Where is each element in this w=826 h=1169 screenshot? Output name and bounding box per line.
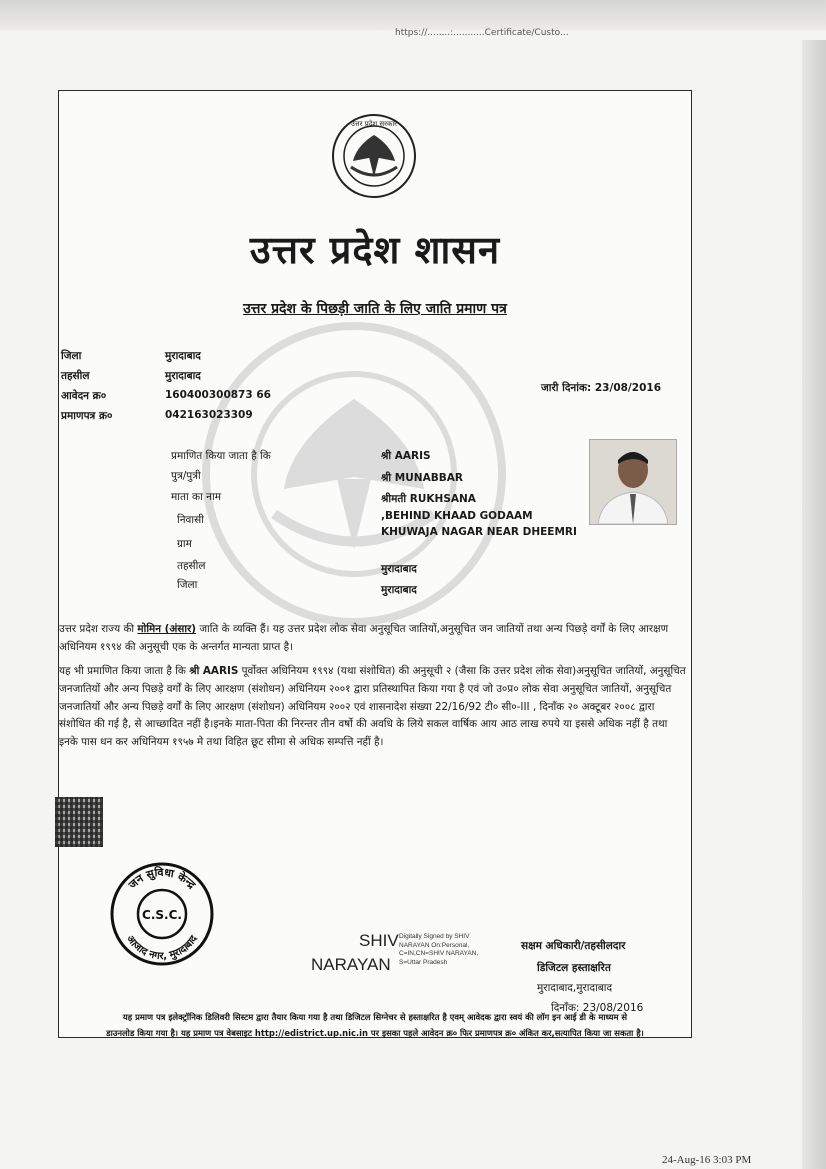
person-tehsil-label: तहसील xyxy=(177,560,206,572)
seal-bottom-text: आजाद नगर, मुरादाबाद xyxy=(124,933,200,963)
tehsil-label: तहसील xyxy=(61,370,90,382)
browser-url-fragment: https://........:...........Certificate/Custo... xyxy=(395,28,569,38)
page-title: उत्तर प्रदेश शासन xyxy=(249,228,501,272)
mother-name: श्रीमती RUKHSANA xyxy=(381,493,476,505)
address-line-1: ,BEHIND KHAAD GODAAM xyxy=(381,510,533,522)
person-name: श्री AARIS xyxy=(381,450,431,462)
father-name: श्री MUNABBAR xyxy=(381,472,463,484)
emblem-text: उत्तर प्रदेश सरकार xyxy=(350,120,398,128)
csc-seal-stamp xyxy=(109,861,215,967)
signature-name-line2: NARAYAN xyxy=(311,955,391,974)
certification-paragraph-intro: यह भी प्रमाणित किया जाता है कि xyxy=(59,665,186,677)
scan-right-edge xyxy=(802,40,826,1169)
district-label: जिला xyxy=(61,350,82,362)
person-district-value: मुरादाबाद xyxy=(381,584,417,596)
signature-name-line1: SHIV xyxy=(359,931,399,950)
certification-paragraph-text: पूर्वोक्त अधिनियम १९९४ (यथा संशोधित) की अनुसूची २ (जैसा कि उत्तर प्रदेश लोक सेवा)अनुसूचित जातियों, अनुसूचित जनजातियों और अन्य पिछड़े वर्गों के लिए आरक्षण (संशोधन) अधिनियम २००१ द्वारा प्रतिस्थापित किया गया है एवं जो उ०प्र० लोक सेवा अनुसूचित जातियों, अनुसूचित जनजातियों और अन्य पिछड़े वर्गों के लिए आरक्षण (संशोधन) अधिनियम २००२ एवं शासनादेश संख्या 22/16/92 टी० सी०-III , दिनाँक २० अक्टूबर २००८ द्वारा संशोधित की गई है, से आच्छादित नहीं है।इनके माता-पिता की निरन्तर तीन वर्षो की अवधि के लिये सकल वार्षिक आय आठ लाख रुपये या इससे अधिक नहीं है तथा इनके पास धन कर अधिनियम १९५७ मे तथा विहित छूट सीमा से अधिक सम्पत्ति नहीं है। xyxy=(59,665,686,749)
certificate-footer xyxy=(59,1009,691,1041)
seal-top-text: जन सुविधा केन्द्र xyxy=(126,865,199,892)
certificate-number-label: प्रमाणपत्र क्र० xyxy=(61,410,113,422)
relation-label: पुत्र/पुत्री xyxy=(171,470,201,482)
up-emblem-icon xyxy=(331,113,417,199)
person-tehsil-value: मुरादाबाद xyxy=(381,563,417,575)
digital-signature-details: Digitally Signed by SHIV NARAYAN On:Personal, C=IN,CN=SHIV NARAYAN, S=Uttar Pradesh xyxy=(399,933,479,966)
authority-location: मुरादाबाद,मुरादाबाद xyxy=(537,982,613,994)
authority-title: सक्षम अधिकारी/तहसीलदार xyxy=(521,940,626,952)
qr-code xyxy=(55,797,103,847)
certificate-number-value: 042163023309 xyxy=(165,409,253,421)
seal-center-text: C.S.C. xyxy=(142,908,182,922)
certify-label: प्रमाणित किया जाता है कि xyxy=(171,450,271,462)
caste-paragraph xyxy=(59,621,687,657)
tehsil-value: मुरादाबाद xyxy=(165,370,201,382)
svg-text:जन सुविधा केन्द्र xyxy=(125,865,199,892)
application-number-value: 160400300873 66 xyxy=(165,389,271,401)
certificate-subtitle: उत्तर प्रदेश के पिछड़ी जाति के लिए जाति प्रमाण पत्र xyxy=(243,301,507,317)
authority-digital-signed: डिजिटल हस्ताक्षरित xyxy=(537,962,611,974)
address-line-2: KHUWAJA NAGAR NEAR DHEEMRI xyxy=(381,526,577,538)
caste-paragraph-intro: उत्तर प्रदेश राज्य की xyxy=(59,623,135,635)
person-silhouette-icon xyxy=(590,440,676,524)
applicant-photo xyxy=(589,439,677,525)
caste-paragraph-text: जाति के व्यक्ति हैं। यह उत्तर प्रदेश लोक सेवा अनुसूचित जातियों,अनुसूचित जन जातियों तथा अन्य पिछड़े वर्गों के लिए आरक्षण अधिनियम १९९४ की अनुसूची एक के अन्तर्गत मान्यता प्राप्त है। xyxy=(59,623,669,653)
certificate-document xyxy=(58,90,692,1038)
village-label: ग्राम xyxy=(177,538,192,550)
authority-date: दिनाँक: 23/08/2016 xyxy=(551,1002,644,1014)
footer-line-2: डाउनलोड किया गया है। यह प्रमाण पत्र वेबसाइट http://edistrict.up.nic.in पर इसका पहले आवेदन क्र० फिर प्रमाणपत्र क्र० अंकित कर,सत्यापित किया जा सकता है। xyxy=(106,1028,644,1038)
certification-person-name: श्री AARIS xyxy=(189,665,239,677)
issue-date: जारी दिनांक: 23/08/2016 xyxy=(540,382,661,394)
certification-paragraph xyxy=(59,663,687,752)
application-number-label: आवेदन क्र० xyxy=(61,390,107,402)
scan-timestamp: 24-Aug-16 3:03 PM xyxy=(662,1154,752,1166)
resident-label: निवासी xyxy=(177,514,204,526)
footer-line-1: यह प्रमाण पत्र इलेक्ट्रॉनिक डिलिवरी सिस्टम द्वारा तैयार किया गया है तथा डिजिटल सिग्नेचर से हस्ताक्षरित है एवम् आवेदक द्वारा स्वयं की लॉग इन आई डी के माध्यम से xyxy=(122,1012,628,1022)
person-district-label: जिला xyxy=(177,579,198,591)
scan-top-strip xyxy=(0,0,826,30)
mother-label: माता का नाम xyxy=(171,491,221,503)
caste-name: मोमिन (अंसार) xyxy=(137,623,197,635)
district-value: मुरादाबाद xyxy=(165,350,201,362)
